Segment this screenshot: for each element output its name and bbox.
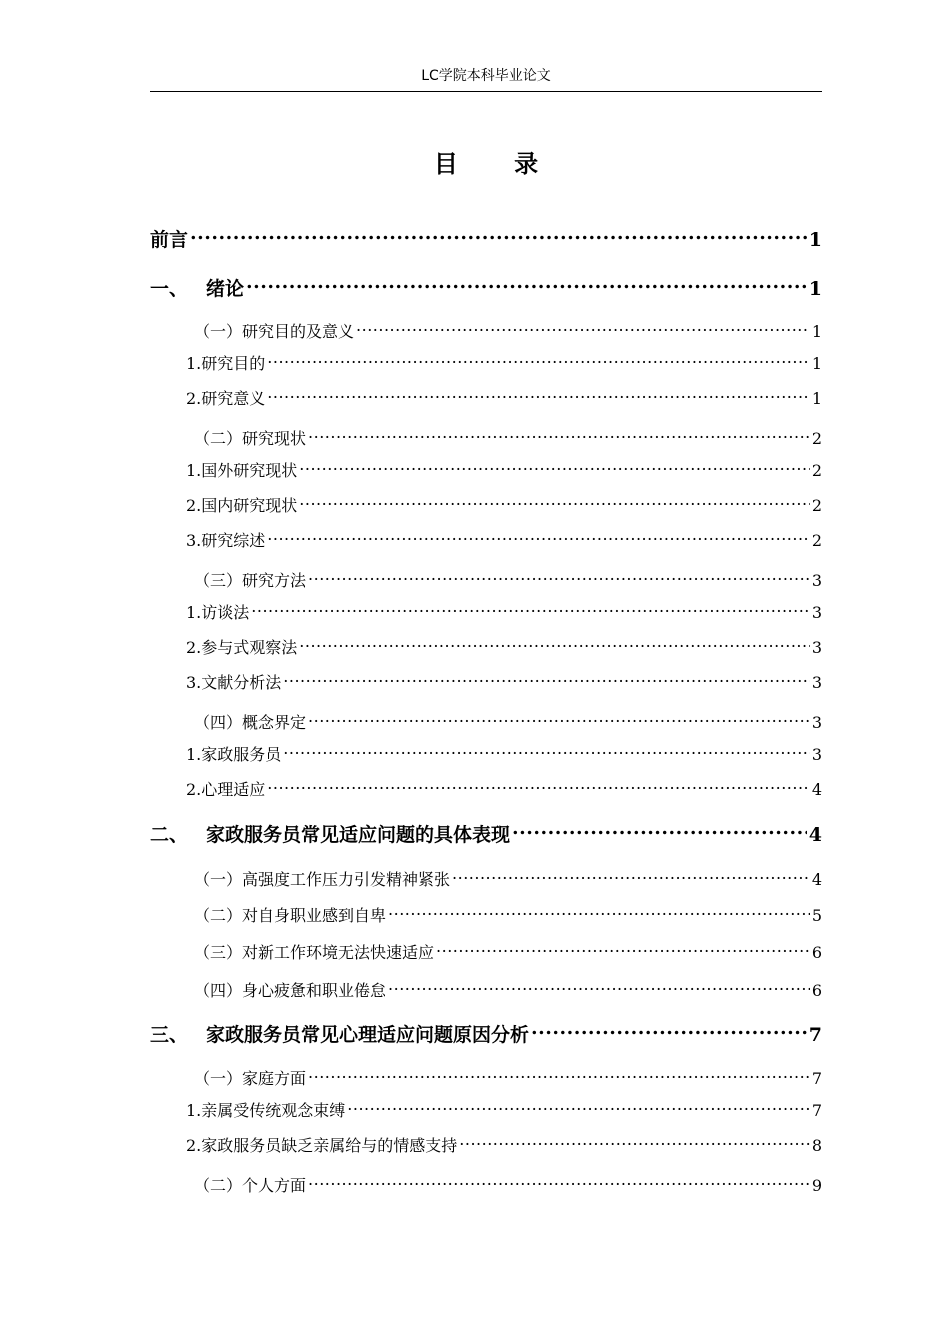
- toc-page-number: 2: [811, 429, 822, 448]
- toc-page-number: 7: [811, 1069, 822, 1088]
- toc-leader-dots: [283, 744, 810, 760]
- toc-entry[interactable]: [194, 1068, 822, 1090]
- toc-leader-dots: [308, 1068, 810, 1084]
- toc-page-number: 3: [811, 713, 822, 732]
- toc-leader-dots: [267, 779, 810, 795]
- toc-entry-label: （二）研究现状: [194, 429, 307, 448]
- toc-leader-dots: [190, 227, 807, 246]
- toc-page-number: 1: [811, 322, 822, 341]
- toc-leader-dots: [436, 942, 810, 958]
- toc-entry-label: （四）概念界定: [194, 713, 307, 732]
- toc-entry-label: 2.家政服务员缺乏亲属给与的情感支持: [186, 1136, 458, 1155]
- toc-page-number: 3: [811, 673, 822, 692]
- toc-entry[interactable]: [186, 460, 822, 482]
- toc-leader-dots: [283, 672, 810, 688]
- toc-entry-label: 2.国内研究现状: [186, 496, 298, 515]
- toc-entry-label: （二）个人方面: [194, 1176, 307, 1195]
- toc-entry[interactable]: [194, 1175, 822, 1197]
- toc-page-number: 2: [811, 531, 822, 550]
- toc-entry[interactable]: [186, 672, 822, 694]
- toc-entry[interactable]: [150, 822, 822, 848]
- toc-page-number: 3: [811, 745, 822, 764]
- toc-entry-number: 一、: [150, 278, 189, 300]
- toc-page-number: 3: [811, 571, 822, 590]
- toc-entry-label: 3.文献分析法: [186, 673, 282, 692]
- toc-entry[interactable]: [150, 276, 822, 302]
- toc-page-number: 1: [808, 278, 822, 300]
- toc-entry[interactable]: [186, 353, 822, 375]
- toc-entry-label: 1.访谈法: [186, 603, 250, 622]
- toc-entry[interactable]: [194, 321, 822, 343]
- toc-entry[interactable]: [194, 428, 822, 450]
- toc-leader-dots: [308, 712, 810, 728]
- toc-page-number: 7: [808, 1024, 822, 1046]
- toc-page-number: 4: [811, 870, 822, 889]
- toc-entry[interactable]: [194, 980, 822, 1002]
- toc-entry[interactable]: [150, 1022, 822, 1048]
- toc-entry-number: 三、: [150, 1024, 189, 1046]
- toc-entry-label: 家政服务员常见心理适应问题原因分析: [206, 1024, 530, 1046]
- toc-leader-dots: [251, 602, 810, 618]
- toc-entry-label: （二）对自身职业感到自卑: [194, 906, 387, 925]
- toc-page-number: 1: [808, 229, 822, 251]
- toc-entry[interactable]: [194, 712, 822, 734]
- toc-leader-dots: [347, 1100, 810, 1116]
- toc-entry-number: 二、: [150, 824, 189, 846]
- toc-entry-label: （四）身心疲惫和职业倦怠: [194, 981, 387, 1000]
- toc-entry-label: 2.研究意义: [186, 389, 266, 408]
- toc-page-number: 4: [808, 824, 822, 846]
- toc-entry-label: 绪论: [206, 278, 245, 300]
- toc-entry[interactable]: [194, 942, 822, 964]
- toc-entry-label: （一）家庭方面: [194, 1069, 307, 1088]
- toc-leader-dots: [246, 276, 807, 295]
- toc-leader-dots: [388, 905, 810, 921]
- toc-entry[interactable]: [186, 1100, 822, 1122]
- toc-entry-label: 2.参与式观察法: [186, 638, 298, 657]
- toc-entry[interactable]: [150, 227, 822, 253]
- toc-leader-dots: [267, 353, 810, 369]
- toc-page-number: 3: [811, 638, 822, 657]
- toc-leader-dots: [299, 637, 810, 653]
- toc-page-number: 8: [811, 1136, 822, 1155]
- toc-page-number: 2: [811, 496, 822, 515]
- toc-entry-label: （三）研究方法: [194, 571, 307, 590]
- toc-page-number: 6: [811, 981, 822, 1000]
- toc-entry-label: 1.家政服务员: [186, 745, 282, 764]
- toc-leader-dots: [531, 1022, 807, 1041]
- toc-entry-label: （一）高强度工作压力引发精神紧张: [194, 870, 451, 889]
- toc-leader-dots: [267, 530, 810, 546]
- toc-leader-dots: [308, 428, 810, 444]
- toc-entry[interactable]: [186, 602, 822, 624]
- toc-entry-label: （三）对新工作环境无法快速适应: [194, 943, 435, 962]
- toc-leader-dots: [299, 460, 810, 476]
- toc-leader-dots: [299, 495, 810, 511]
- toc-page-number: 5: [811, 906, 822, 925]
- toc-entry-label: 2.心理适应: [186, 780, 266, 799]
- toc-page-number: 4: [811, 780, 822, 799]
- toc-entry[interactable]: [186, 388, 822, 410]
- toc-entry[interactable]: [186, 530, 822, 552]
- toc-page-number: 6: [811, 943, 822, 962]
- toc-leader-dots: [388, 980, 810, 996]
- toc-entry-label: 家政服务员常见适应问题的具体表现: [206, 824, 511, 846]
- toc-page-number: 7: [811, 1101, 822, 1120]
- toc-leader-dots: [308, 570, 810, 586]
- toc-entry-label: 1.研究目的: [186, 354, 266, 373]
- toc-entry-label: 1.亲属受传统观念束缚: [186, 1101, 346, 1120]
- toc-entry[interactable]: [186, 1135, 822, 1157]
- toc-leader-dots: [452, 869, 810, 885]
- toc-entry[interactable]: [186, 744, 822, 766]
- toc-entry[interactable]: [194, 905, 822, 927]
- page-header: LC学院本科毕业论文: [421, 68, 551, 84]
- toc-page-number: 1: [811, 389, 822, 408]
- toc-entry-label: 3.研究综述: [186, 531, 266, 550]
- toc-entry[interactable]: [194, 570, 822, 592]
- toc-title: 目 录: [433, 150, 563, 178]
- toc-entry-label: 前言: [150, 229, 189, 251]
- toc-page-number: 1: [811, 354, 822, 373]
- toc-entry-label: （一）研究目的及意义: [194, 322, 355, 341]
- toc-page-number: 3: [811, 603, 822, 622]
- toc-entry-label: 1.国外研究现状: [186, 461, 298, 480]
- toc-page-number: 9: [811, 1176, 822, 1195]
- toc-leader-dots: [512, 822, 807, 841]
- toc-entry[interactable]: [194, 869, 822, 891]
- toc-entry[interactable]: [186, 779, 822, 801]
- toc-page-number: 2: [811, 461, 822, 480]
- header-rule: [150, 91, 822, 92]
- toc-leader-dots: [459, 1135, 810, 1151]
- toc-leader-dots: [356, 321, 810, 337]
- toc-leader-dots: [267, 388, 810, 404]
- toc-leader-dots: [308, 1175, 810, 1191]
- toc-entry[interactable]: [186, 637, 822, 659]
- toc-entry[interactable]: [186, 495, 822, 517]
